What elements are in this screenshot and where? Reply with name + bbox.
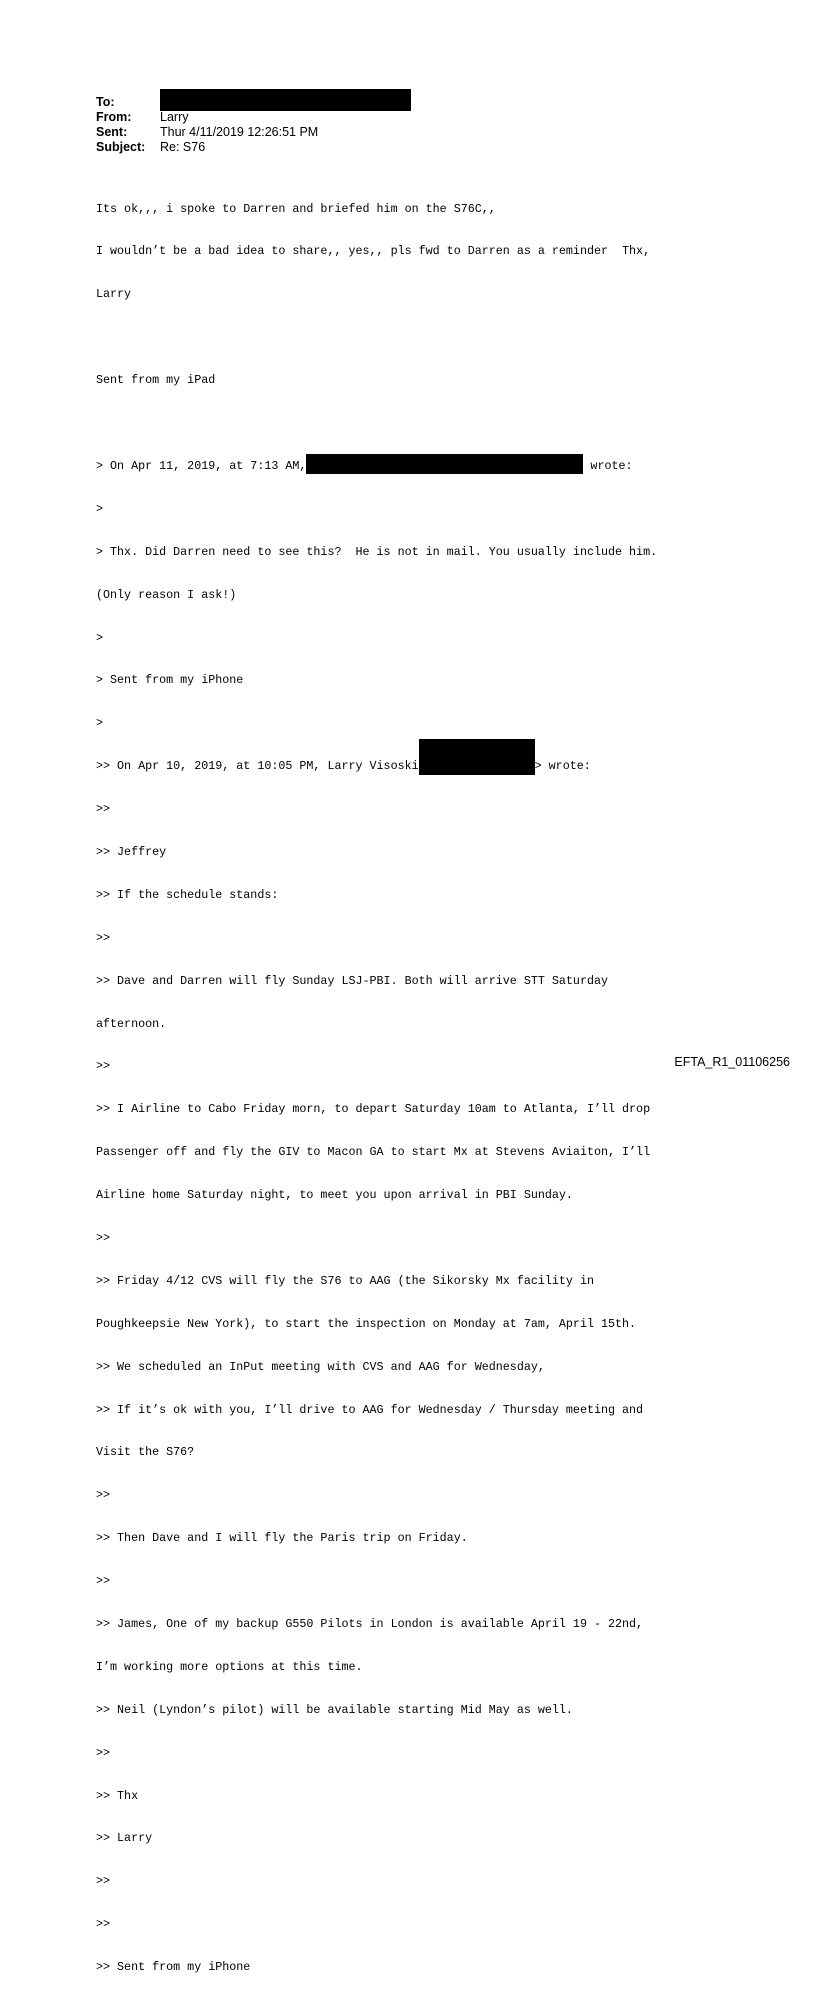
body-line: > Thx. Did Darren need to see this? He is not in mail. You usually include him.: [96, 544, 658, 559]
body-line: >>: [96, 1059, 111, 1074]
body-line: >>: [96, 802, 111, 817]
body-line: I wouldn’t be a bad idea to share,, yes,, pls fwd to Darren as a reminder Thx,: [96, 244, 651, 259]
body-line: Sent from my iPad: [96, 373, 216, 388]
redaction-block: [160, 89, 411, 111]
body-line: afternoon.: [96, 1016, 167, 1031]
body-line: [96, 330, 796, 344]
body-line: >>: [96, 1745, 111, 1760]
body-line: >: [96, 630, 104, 645]
body-line: >> Neil (Lyndon’s pilot) will be available starting Mid May as well.: [96, 1702, 573, 1717]
body-line: >> I Airline to Cabo Friday morn, to depart Saturday 10am to Atlanta, I’ll drop: [96, 1102, 651, 1117]
body-line: [96, 759, 796, 773]
body-line: (Only reason I ask!): [96, 587, 237, 602]
email-header: [96, 95, 411, 155]
body-line: >> We scheduled an InPut meeting with CVS and AAG for Wednesday,: [96, 1359, 545, 1374]
body-line: [96, 459, 796, 473]
sent-value: Thur 4/11/2019 12:26:51 PM: [160, 125, 319, 139]
body-line: >>: [96, 930, 111, 945]
to-row: [96, 95, 411, 110]
body-line: Poughkeepsie New York), to start the inspection on Monday at 7am, April 15th.: [96, 1316, 637, 1331]
body-line: >> Dave and Darren will fly Sunday LSJ-PBI. Both will arrive STT Saturday: [96, 973, 608, 988]
from-value: Larry: [160, 110, 189, 124]
document-id: EFTA_R1_01106256: [674, 1055, 790, 1069]
body-line: > Sent from my iPhone: [96, 673, 244, 688]
body-line: >>: [96, 1917, 111, 1932]
body-line: >>: [96, 1874, 111, 1889]
body-line: >> Thx: [96, 1788, 139, 1803]
body-line: Larry: [96, 287, 132, 302]
body-line: >> Friday 4/12 CVS will fly the S76 to AAG (the Sikorsky Mx facility in: [96, 1273, 594, 1288]
body-line: >> Sent from my iPhone: [96, 1960, 251, 1975]
redaction-block: [306, 454, 583, 474]
sent-label: Sent:: [96, 125, 128, 139]
sent-row: [96, 125, 411, 140]
subject-value: Re: S76: [160, 140, 206, 154]
quote-header-text: >> On Apr 10, 2019, at 10:05 PM, Larry Visoski: [96, 759, 419, 774]
body-line: >: [96, 716, 104, 731]
body-line: Its ok,,, i spoke to Darren and briefed him on the S76C,,: [96, 201, 496, 216]
body-line: Visit the S76?: [96, 1445, 195, 1460]
body-line: >>: [96, 1574, 111, 1589]
email-body: [96, 173, 796, 1989]
body-line: >> If the schedule stands:: [96, 887, 279, 902]
quote-header-text: wrote:: [583, 458, 633, 473]
from-label: From:: [96, 110, 132, 124]
body-line: Passenger off and fly the GIV to Macon GA to start Mx at Stevens Aviaiton, I’ll: [96, 1145, 651, 1160]
body-line: >> If it’s ok with you, I’ll drive to AAG for Wednesday / Thursday meeting and: [96, 1402, 644, 1417]
body-line: >> James, One of my backup G550 Pilots in London is available April 19 - 22nd,: [96, 1616, 644, 1631]
redaction-block: [419, 739, 535, 775]
body-line: >> Then Dave and I will fly the Paris trip on Friday.: [96, 1531, 468, 1546]
from-row: [96, 110, 411, 125]
body-line: >> Larry: [96, 1831, 153, 1846]
body-line: >>: [96, 1488, 111, 1503]
quote-header-text: > On Apr 11, 2019, at 7:13 AM,: [96, 458, 307, 473]
subject-row: [96, 140, 411, 155]
to-label: To:: [96, 95, 115, 109]
body-line: >> Jeffrey: [96, 844, 167, 859]
body-line: [96, 416, 796, 430]
body-line: >>: [96, 1230, 111, 1245]
quote-header-text: > wrote:: [534, 759, 591, 774]
body-line: I’m working more options at this time.: [96, 1659, 363, 1674]
body-line: Airline home Saturday night, to meet you upon arrival in PBI Sunday.: [96, 1188, 573, 1203]
body-line: >: [96, 501, 104, 516]
subject-label: Subject:: [96, 140, 146, 154]
